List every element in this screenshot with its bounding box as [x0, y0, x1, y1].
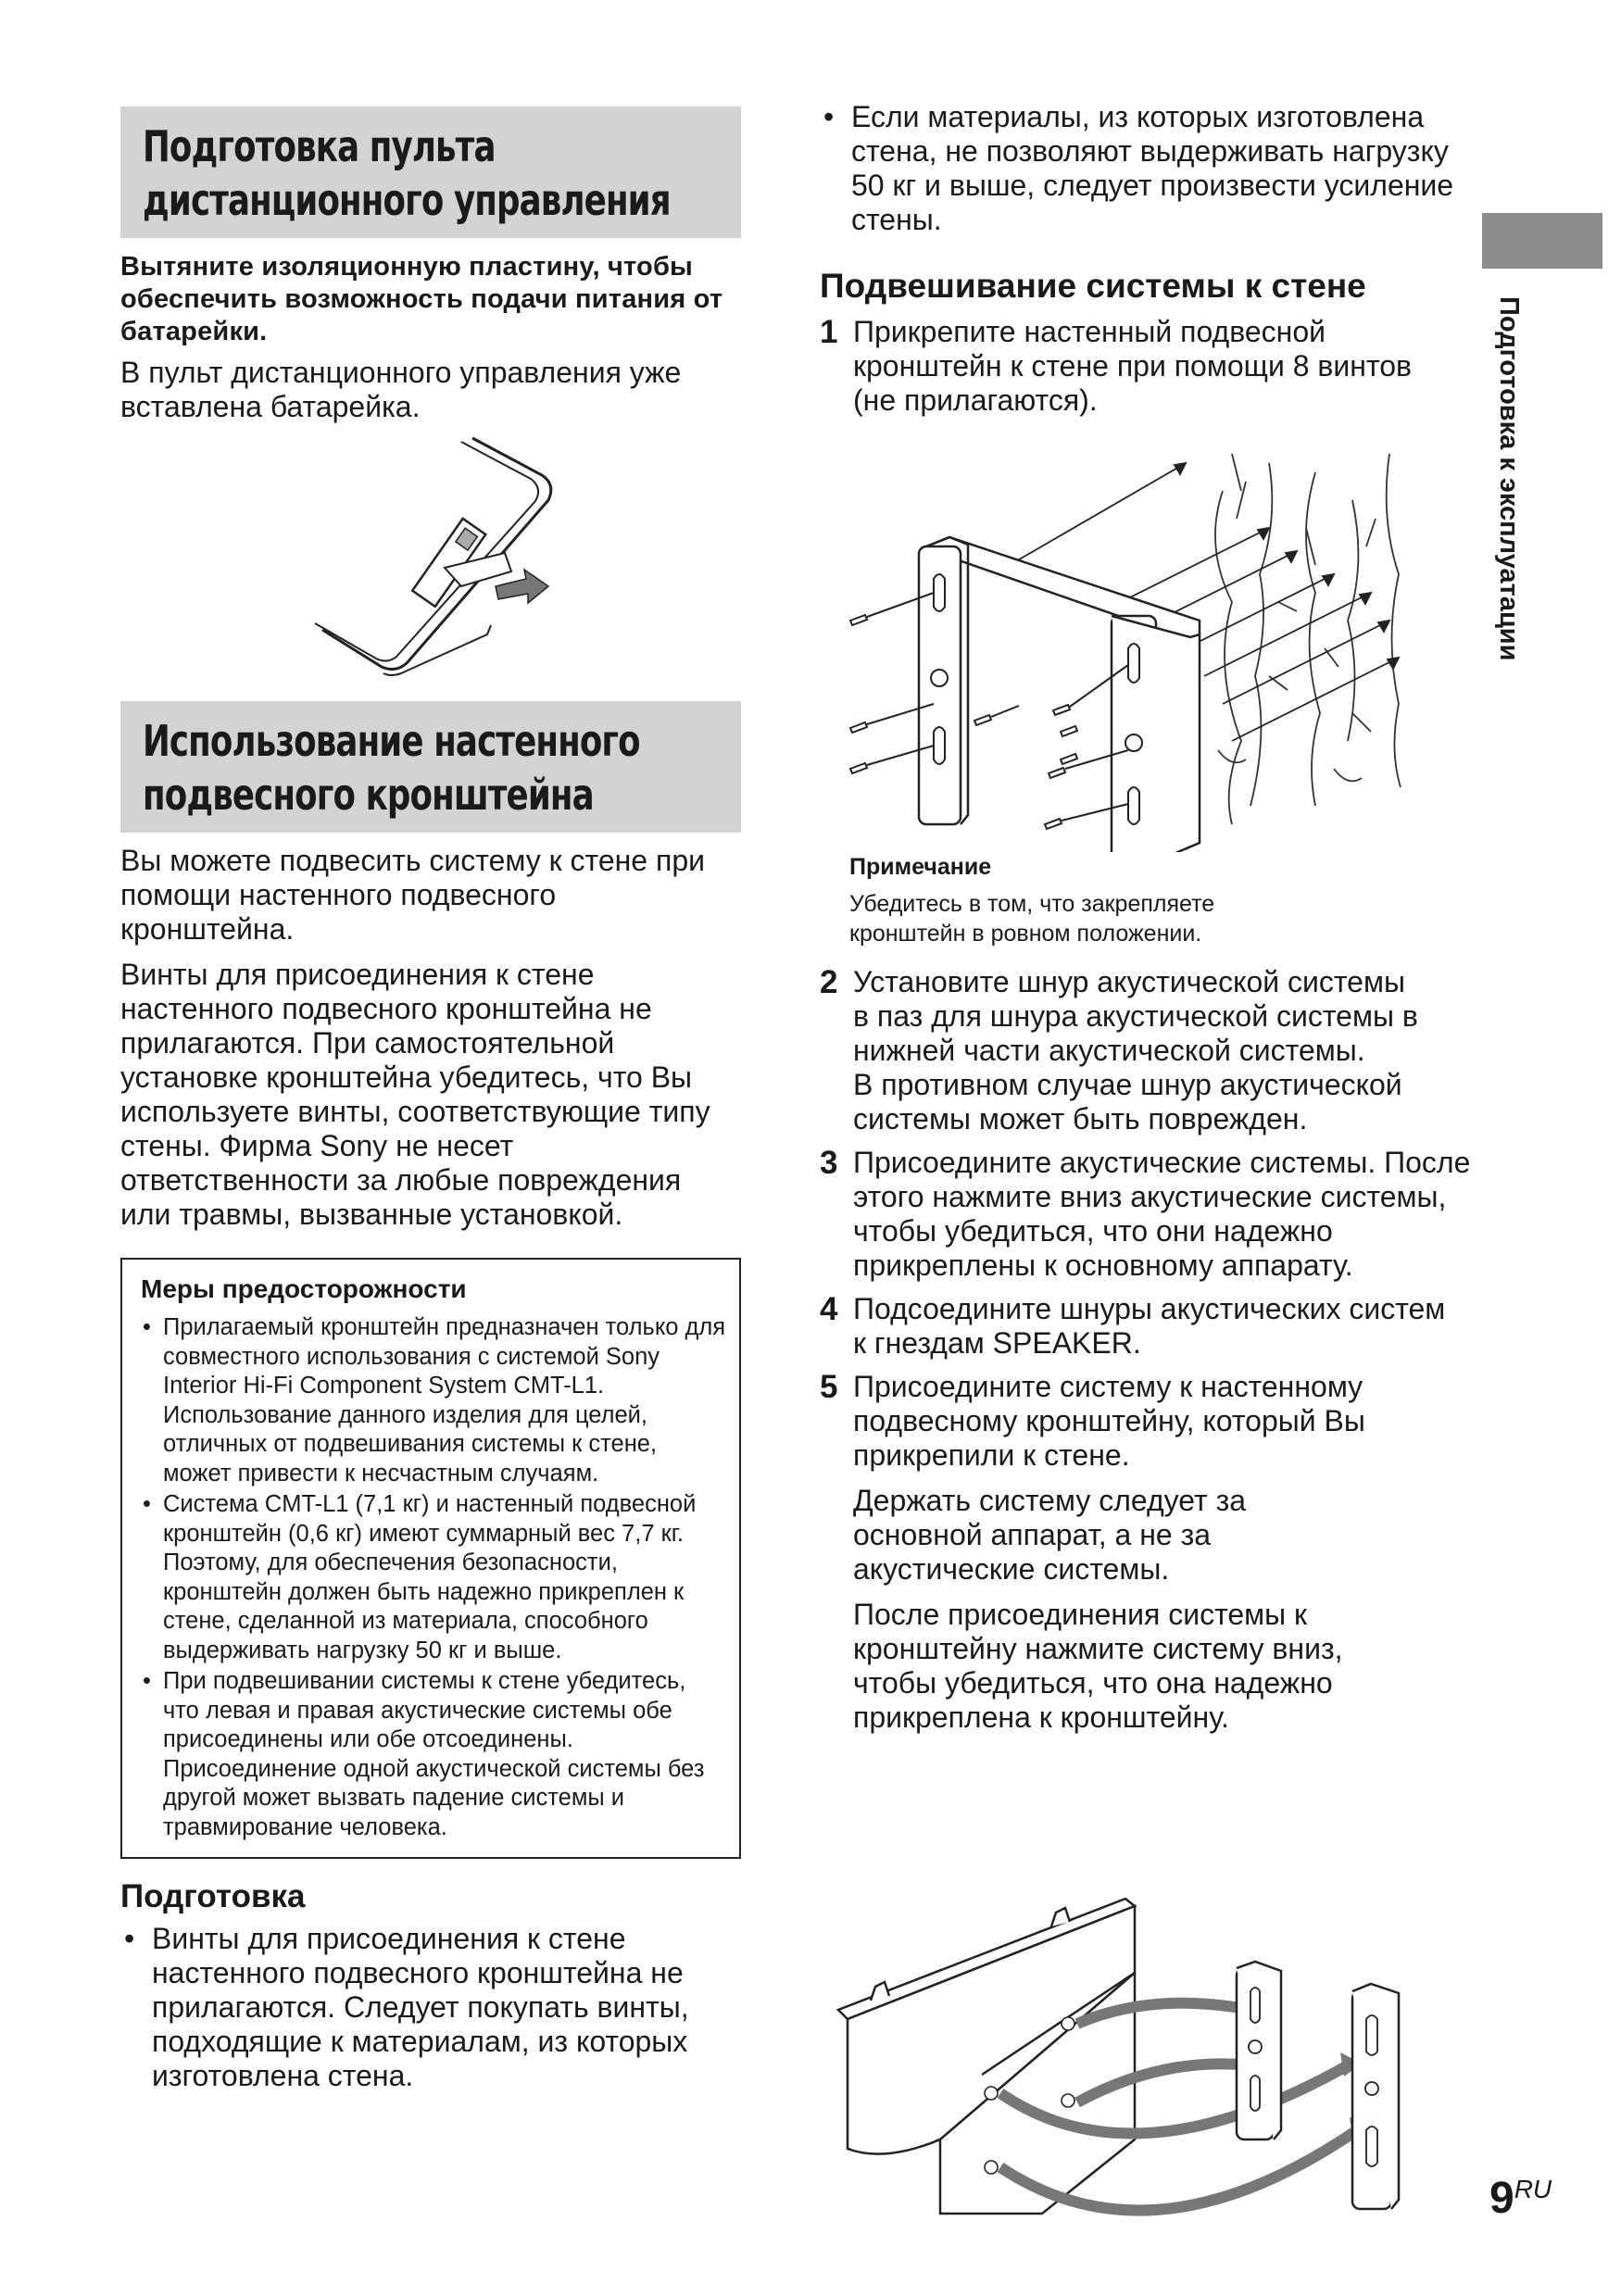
step-4: [820, 1292, 1446, 1361]
step-text-extra: Держать систему следует за основной аппарат, а не за акустические системы.: [853, 1484, 1247, 1586]
right-column: [820, 100, 1454, 418]
step-2: [820, 965, 1427, 1136]
step-5: [820, 1370, 1455, 1735]
heading-line: Подготовка пульта: [143, 121, 496, 171]
page-number-value: 9: [1489, 2174, 1514, 2223]
hanging-title: Подвешивание системы к стене: [820, 267, 1366, 305]
system-attach-illustration: [829, 1871, 1459, 2223]
caution-item: • Прилагаемый кронштейн предназначен только для совместного использования с системой Sony Interior Hi-Fi Component System CMT-L1. Использование данного изделия для целей, отличных от подвешивания системы к стене, может привести к несчастным случаям.: [141, 1313, 726, 1488]
left-column: [120, 107, 741, 424]
heading-line: Использование настенного: [143, 716, 640, 766]
heading-line: подвесного кронштейна: [143, 770, 594, 820]
caution-item: • При подвешивании системы к стене убедитесь, что левая и правая акустические системы обе присоединены или обе отсоединены. Присоединение одной акустической системы без другой может вызвать падение системы и травмирование человека.: [141, 1667, 726, 1842]
right-column-middle: [849, 852, 1451, 948]
section-heading-bracket: [120, 701, 741, 833]
page-number: [1489, 2173, 1552, 2224]
step-text: Присоедините акустические системы. После этого нажмите вниз акустические системы, чтобы убедиться, что они надежно прикреплены к основному аппарату.: [853, 1146, 1471, 1282]
top-bullet: • Если материалы, из которых изготовлена стена, не позволяют выдерживать нагрузку 50 кг и выше, следует произвести усиление стены.: [820, 100, 1463, 237]
step-text: Установите шнур акустической системы в паз для шнура акустической системы в нижней части акустической системы.: [853, 965, 1418, 1067]
section-heading-remote: [120, 107, 741, 238]
step-number: 3: [820, 1145, 838, 1181]
paragraph: Вы можете подвесить систему к стене при помощи настенного подвесного кронштейна.: [120, 844, 705, 946]
step-3: [820, 1146, 1474, 1283]
remote-battery-illustration: [306, 431, 565, 681]
heading-line: дистанционного управления: [143, 175, 671, 225]
step-number: 4: [820, 1291, 838, 1327]
step-number: 2: [820, 964, 838, 1000]
step-text-extra: После присоединения системы к кронштейну нажмите систему вниз, чтобы убедиться, что она надежно прикреплена к кронштейну.: [853, 1598, 1343, 1734]
instruction-bold: Вытяните изоляционную пластину, чтобы обеспечить возможность подачи питания от батарейки.: [120, 252, 723, 346]
left-column-lower: [120, 701, 741, 2093]
step-number: 5: [820, 1369, 838, 1405]
page-number-suffix: RU: [1514, 2175, 1552, 2203]
note-title: Примечание: [849, 854, 992, 880]
side-tab-label: Подготовка к эксплуатации: [1494, 296, 1524, 661]
caution-title: Меры предосторожности: [141, 1274, 467, 1303]
preparation-title: Подготовка: [120, 1878, 306, 1914]
step-text: Прикрепите настенный подвесной кронштейн к стене при помощи 8 винтов (не прилагаются).: [853, 315, 1413, 417]
caution-box: [120, 1258, 741, 1859]
step-1: [820, 315, 1427, 418]
step-text-extra: В противном случае шнур акустической системы может быть поврежден.: [853, 1068, 1402, 1135]
note-text: Убедитесь в том, что закрепляете кронштейн в ровном положении.: [849, 891, 1215, 947]
step-text: Подсоедините шнуры акустических систем к гнездам SPEAKER.: [853, 1292, 1446, 1360]
step-text: Присоедините систему к настенному подвесному кронштейну, который Вы прикрепили к стене.: [853, 1370, 1365, 1472]
preparation-item: • Винты для присоединения к стене настенного подвесного кронштейна не прилагаются. Следует покупать винты, подходящие к материалам, из которых изготовлена стена.: [120, 1922, 745, 2093]
wall-bracket-illustration: [834, 435, 1426, 852]
caution-item: • Система CMT-L1 (7,1 кг) и настенный подвесной кронштейн (0,6 кг) имеют суммарный вес 7,7 кг. Поэтому, для обеспечения безопасности, кронштейн должен быть надежно прикреплен к стене, сделанной из материала, способного выдерживать нагрузку 50 кг и выше.: [141, 1490, 726, 1665]
paragraph: Винты для присоединения к стене настенного подвесного кронштейна не прилагаются. При самостоятельной установке кронштейна убедитесь, что Вы используете винты, соответствующие типу стены. Фирма Sony не несет ответственности за любые повреждения или травмы, вызванные установкой.: [120, 958, 710, 1231]
step-number: 1: [820, 314, 838, 350]
instruction-text: В пульт дистанционного управления уже вставлена батарейка.: [120, 356, 682, 423]
side-tab-marker: [1482, 213, 1602, 269]
right-column-steps: [820, 964, 1471, 1735]
